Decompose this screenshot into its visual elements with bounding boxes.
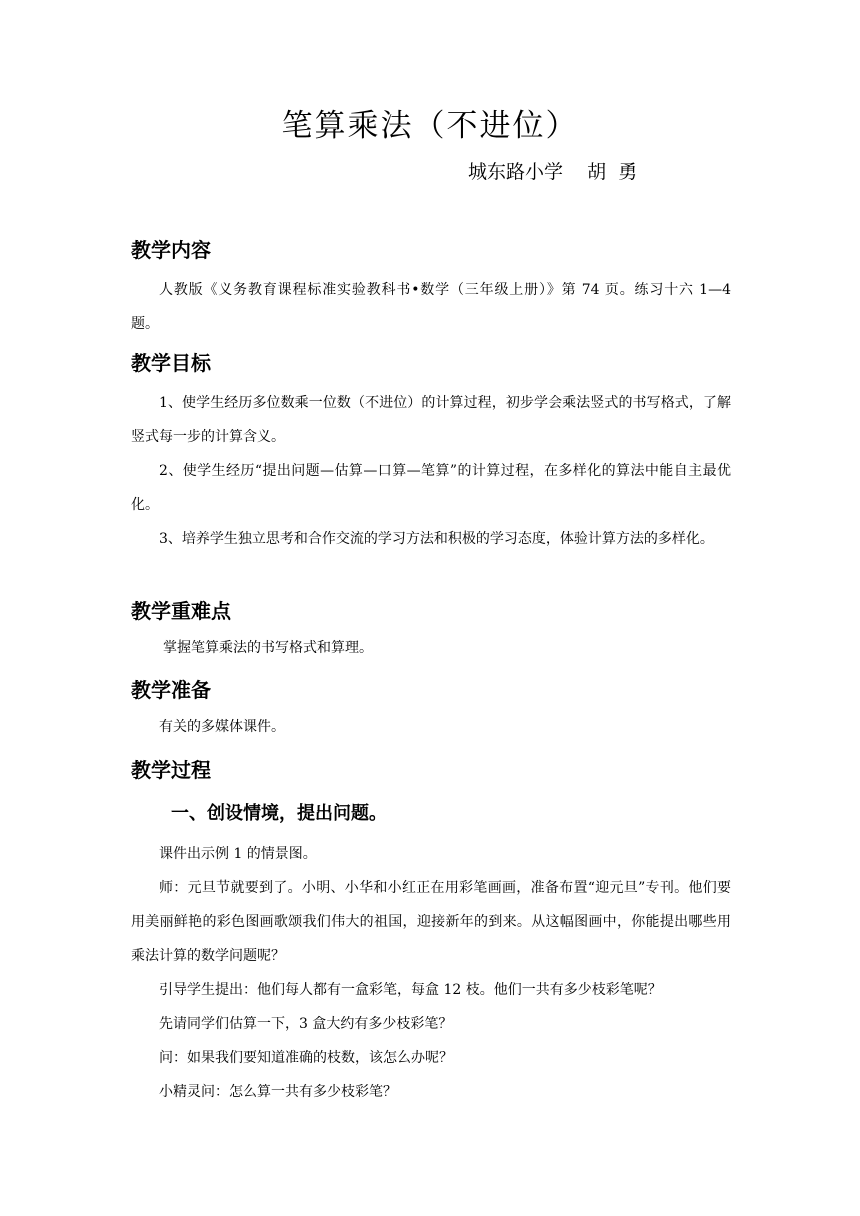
section-heading: 教学过程 — [131, 758, 211, 782]
paragraph: 1、使学生经历多位数乘一位数（不进位）的计算过程，初步学会乘法竖式的书写格式，了解竖式每一步的计算含义。 — [131, 395, 731, 445]
section-key-points — [131, 596, 731, 665]
section-teaching-content — [131, 235, 731, 341]
section-heading: 教学重难点 — [131, 599, 231, 623]
section-preparation — [131, 675, 731, 744]
section-heading: 教学内容 — [131, 238, 211, 262]
paragraph: 掌握笔算乘法的书写格式和算理。 — [163, 640, 373, 656]
section-heading: 教学准备 — [131, 678, 211, 702]
paragraph: 人教版《义务教育课程标准实验教科书•数学（三年级上册）》第 74 页。练习十六 1—4 题。 — [131, 282, 731, 332]
paragraph: 课件出示例 1 的情景图。 — [159, 846, 317, 862]
section-teaching-goals — [131, 348, 731, 556]
section-teaching-process — [131, 755, 731, 785]
subsection-heading: 一、创设情境，提出问题。 — [171, 803, 387, 824]
page-title: 笔算乘法（不进位） — [281, 108, 579, 144]
author-line: 城东路小学 胡 勇 — [468, 161, 638, 183]
paragraph: 3、培养学生独立思考和合作交流的学习方法和积极的学习态度，体验计算方法的多样化。 — [159, 531, 714, 547]
paragraph: 2、使学生经历“提出问题—估算—口算—笔算”的计算过程，在多样化的算法中能自主最优化。 — [131, 463, 731, 513]
paragraph: 小精灵问：怎么算一共有多少枝彩笔？ — [159, 1084, 397, 1100]
paragraph: 引导学生提出：他们每人都有一盒彩笔，每盒 12 枝。他们一共有多少枝彩笔呢？ — [159, 982, 662, 998]
paragraph: 问：如果我们要知道准确的枝数，该怎么办呢？ — [159, 1050, 453, 1066]
process-body — [131, 837, 731, 1109]
paragraph: 有关的多媒体课件。 — [159, 719, 285, 735]
paragraph: 先请同学们估算一下，3 盒大约有多少枝彩笔？ — [159, 1016, 453, 1032]
paragraph: 师：元旦节就要到了。小明、小华和小红正在用彩笔画画，准备布置“迎元旦”专刊。他们要用美丽鲜艳的彩色图画歌颂我们伟大的祖国，迎接新年的到来。从这幅图画中，你能提出哪些用乘法计算的数学问题呢？ — [131, 880, 731, 964]
section-heading: 教学目标 — [131, 351, 211, 375]
